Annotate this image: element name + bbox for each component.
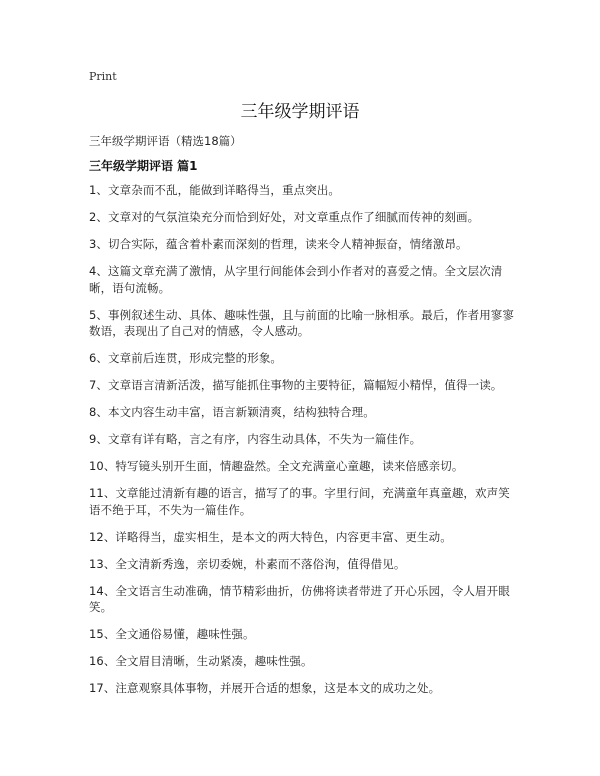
list-item: 16、全文眉目清晰，生动紧凑，趣味性强。 xyxy=(89,654,313,668)
section-heading: 三年级学期评语 篇1 xyxy=(89,159,198,173)
list-item: 1、文章杂而不乱，能做到详略得当，重点突出。 xyxy=(89,183,341,197)
list-item: 11、文章能过清新有趣的语言，描写了的事。字里行间，充满童年真童趣，欢声笑语不绝于耳，不失为一篇佳作。 xyxy=(89,486,510,517)
list-item: 8、本文内容生动丰富，语言新颖清爽，结构独特合理。 xyxy=(89,405,375,419)
list-item: 15、全文通俗易懂，趣味性强。 xyxy=(89,627,255,641)
list-item: 5、事例叙述生动、具体、趣味性强，且与前面的比喻一脉相承。最后，作者用寥寥数语，表现出了自己对的情感，令人感动。 xyxy=(89,307,515,338)
document-subtitle: 三年级学期评语（精选18篇） xyxy=(89,134,242,148)
list-item: 10、特写镜头别开生面，情趣盎然。全文充满童心童趣，读来倍感亲切。 xyxy=(89,459,464,473)
page-title: 三年级学期评语 xyxy=(240,102,360,122)
list-item: 4、这篇文章充满了激情，从字里行间能体会到小作者对的喜爱之情。全文层次清晰，语句流畅。 xyxy=(89,264,503,295)
list-item: 3、切合实际，蕴含着朴素而深刻的哲理，读来令人精神振奋，情绪激昂。 xyxy=(89,237,468,251)
list-item: 12、详略得当，虚实相生，是本文的两大特色，内容更丰富、更生动。 xyxy=(89,529,452,544)
list-item: 13、全文清新秀逸，亲切委婉，朴素而不落俗洵，值得借见。 xyxy=(89,556,406,571)
list-item: 17、注意观察具体事物，并展开合适的想象，这是本文的成功之处。 xyxy=(89,681,441,695)
list-item: 9、文章有详有略，言之有序，内容生动具体，不失为一篇佳作。 xyxy=(89,432,422,446)
print-link[interactable]: Print xyxy=(89,70,117,83)
list-item: 2、文章对的气氛渲染充分而恰到好处，对文章重点作了细腻而传神的刻画。 xyxy=(89,210,480,224)
list-item: 6、文章前后连贯，形成完整的形象。 xyxy=(89,351,283,365)
comment-list xyxy=(89,182,514,707)
list-item: 7、文章语言清新活泼，描写能抓住事物的主要特征，篇幅短小精悍，值得一读。 xyxy=(89,378,503,392)
list-item: 14、全文语言生动准确，情节精彩曲折，仿佛将读者带进了开心乐园，令人眉开眼笑。 xyxy=(89,583,510,614)
